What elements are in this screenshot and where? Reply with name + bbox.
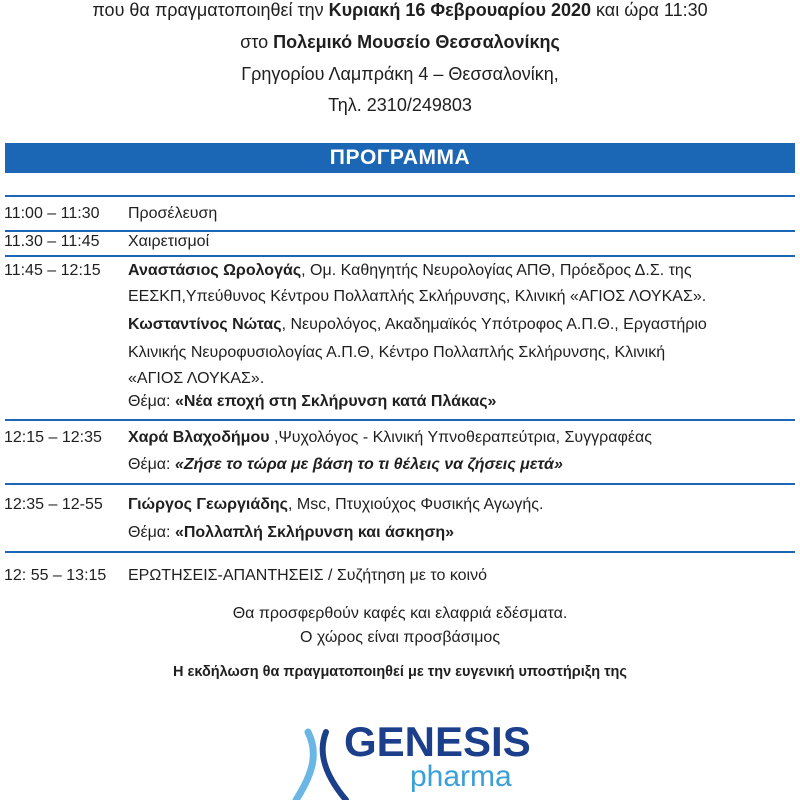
speaker-desc: Κλινικής Νευροφυσιολογίας Α.Π.Θ, Κέντρο Πολλαπλής Σκλήρυνσης, Κλινική bbox=[128, 344, 666, 361]
divider bbox=[5, 483, 795, 485]
speaker-desc: , Νευρολόγος, Ακαδημαϊκός Υπότροφος Α.Π.Θ., Εργαστήριο bbox=[281, 316, 707, 333]
program-title: ΠΡΟΓΡΑΜΜΑ bbox=[5, 143, 795, 173]
divider bbox=[5, 551, 795, 553]
row-time: 11:00 – 11:30 bbox=[4, 205, 100, 222]
intro-date-line bbox=[0, 0, 800, 24]
event-phone: Τηλ. 2310/249803 bbox=[328, 95, 472, 115]
topic-label: Θέμα: bbox=[128, 524, 175, 541]
row-text: Χαιρετισμοί bbox=[128, 233, 210, 250]
sponsor-note: Η εκδήλωση θα πραγματοποιηθεί με την ευγενική υποστήριξη της bbox=[173, 664, 627, 680]
topic-title: «Ζήσε το τώρα με βάση το τι θέλεις να ζήσεις μετά» bbox=[174, 456, 563, 473]
event-time: και ώρα 11:30 bbox=[591, 0, 708, 20]
intro-text: που θα πραγματοποιηθεί την bbox=[92, 0, 329, 20]
speaker-name: Αναστάσιος Ωρολογάς bbox=[128, 262, 302, 279]
topic-label: Θέμα: bbox=[128, 456, 175, 473]
divider bbox=[5, 255, 795, 257]
topic-title: «Πολλαπλή Σκλήρυνση και άσκηση» bbox=[174, 524, 455, 541]
speaker-desc: ,Ψυχολόγος - Κλινική Υπνοθεραπεύτρια, Συγγραφέας bbox=[269, 429, 652, 446]
row-time: 12:15 – 12:35 bbox=[4, 429, 102, 446]
row-text: ΕΡΩΤΗΣΕΙΣ-ΑΠΑΝΤΗΣΕΙΣ / Συζήτηση με το κοινό bbox=[128, 567, 488, 584]
intro-text: στο bbox=[240, 32, 274, 52]
speaker-desc: «ΑΓΙΟΣ ΛΟΥΚΑΣ». bbox=[128, 370, 265, 387]
speaker-name: Γιώργος Γεωργιάδης bbox=[128, 496, 288, 513]
speaker-name: Χαρά Βλαχοδήμου bbox=[128, 429, 270, 446]
row-text: Προσέλευση bbox=[128, 205, 218, 222]
genesis-pharma-logo bbox=[288, 712, 531, 800]
row-time: 11.30 – 11:45 bbox=[4, 233, 100, 250]
logo-sub: pharma bbox=[410, 760, 512, 793]
speaker-desc: , Msc, Πτυχιούχος Φυσικής Αγωγής. bbox=[288, 496, 544, 513]
logo-name: GENESIS bbox=[344, 718, 531, 765]
accessibility-note: Ο χώρος είναι προσβάσιμος bbox=[299, 629, 501, 646]
event-venue: Πολεμικό Μουσείο Θεσσαλονίκης bbox=[273, 32, 560, 52]
event-address: Γρηγορίου Λαμπράκη 4 – Θεσσαλονίκη, bbox=[241, 64, 559, 84]
event-date: Κυριακή 16 Φεβρουαρίου 2020 bbox=[328, 0, 591, 20]
row-time: 12:35 – 12-55 bbox=[4, 496, 103, 513]
topic-title: «Νέα εποχή στη Σκλήρυνση κατά Πλάκας» bbox=[174, 393, 497, 410]
speaker-name: Κωσταντίνος Νώτας bbox=[128, 316, 282, 333]
topic-label: Θέμα: bbox=[128, 393, 175, 410]
divider bbox=[5, 195, 795, 197]
divider bbox=[5, 419, 795, 421]
intro-venue-line bbox=[0, 28, 800, 56]
coffee-note: Θα προσφερθούν καφές και ελαφριά εδέσματα. bbox=[232, 605, 568, 622]
speaker-desc: , Ομ. Καθηγητής Νευρολογίας ΑΠΘ, Πρόεδρος Δ.Σ. της bbox=[301, 262, 692, 279]
row-time: 12: 55 – 13:15 bbox=[4, 567, 107, 584]
row-time: 11:45 – 12:15 bbox=[4, 262, 101, 279]
speaker-desc: ΕΕΣΚΠ,Υπεύθυνος Κέντρου Πολλαπλής Σκλήρυνσης, Κλινική «ΑΓΙΟΣ ΛΟΥΚΑΣ». bbox=[128, 288, 707, 305]
